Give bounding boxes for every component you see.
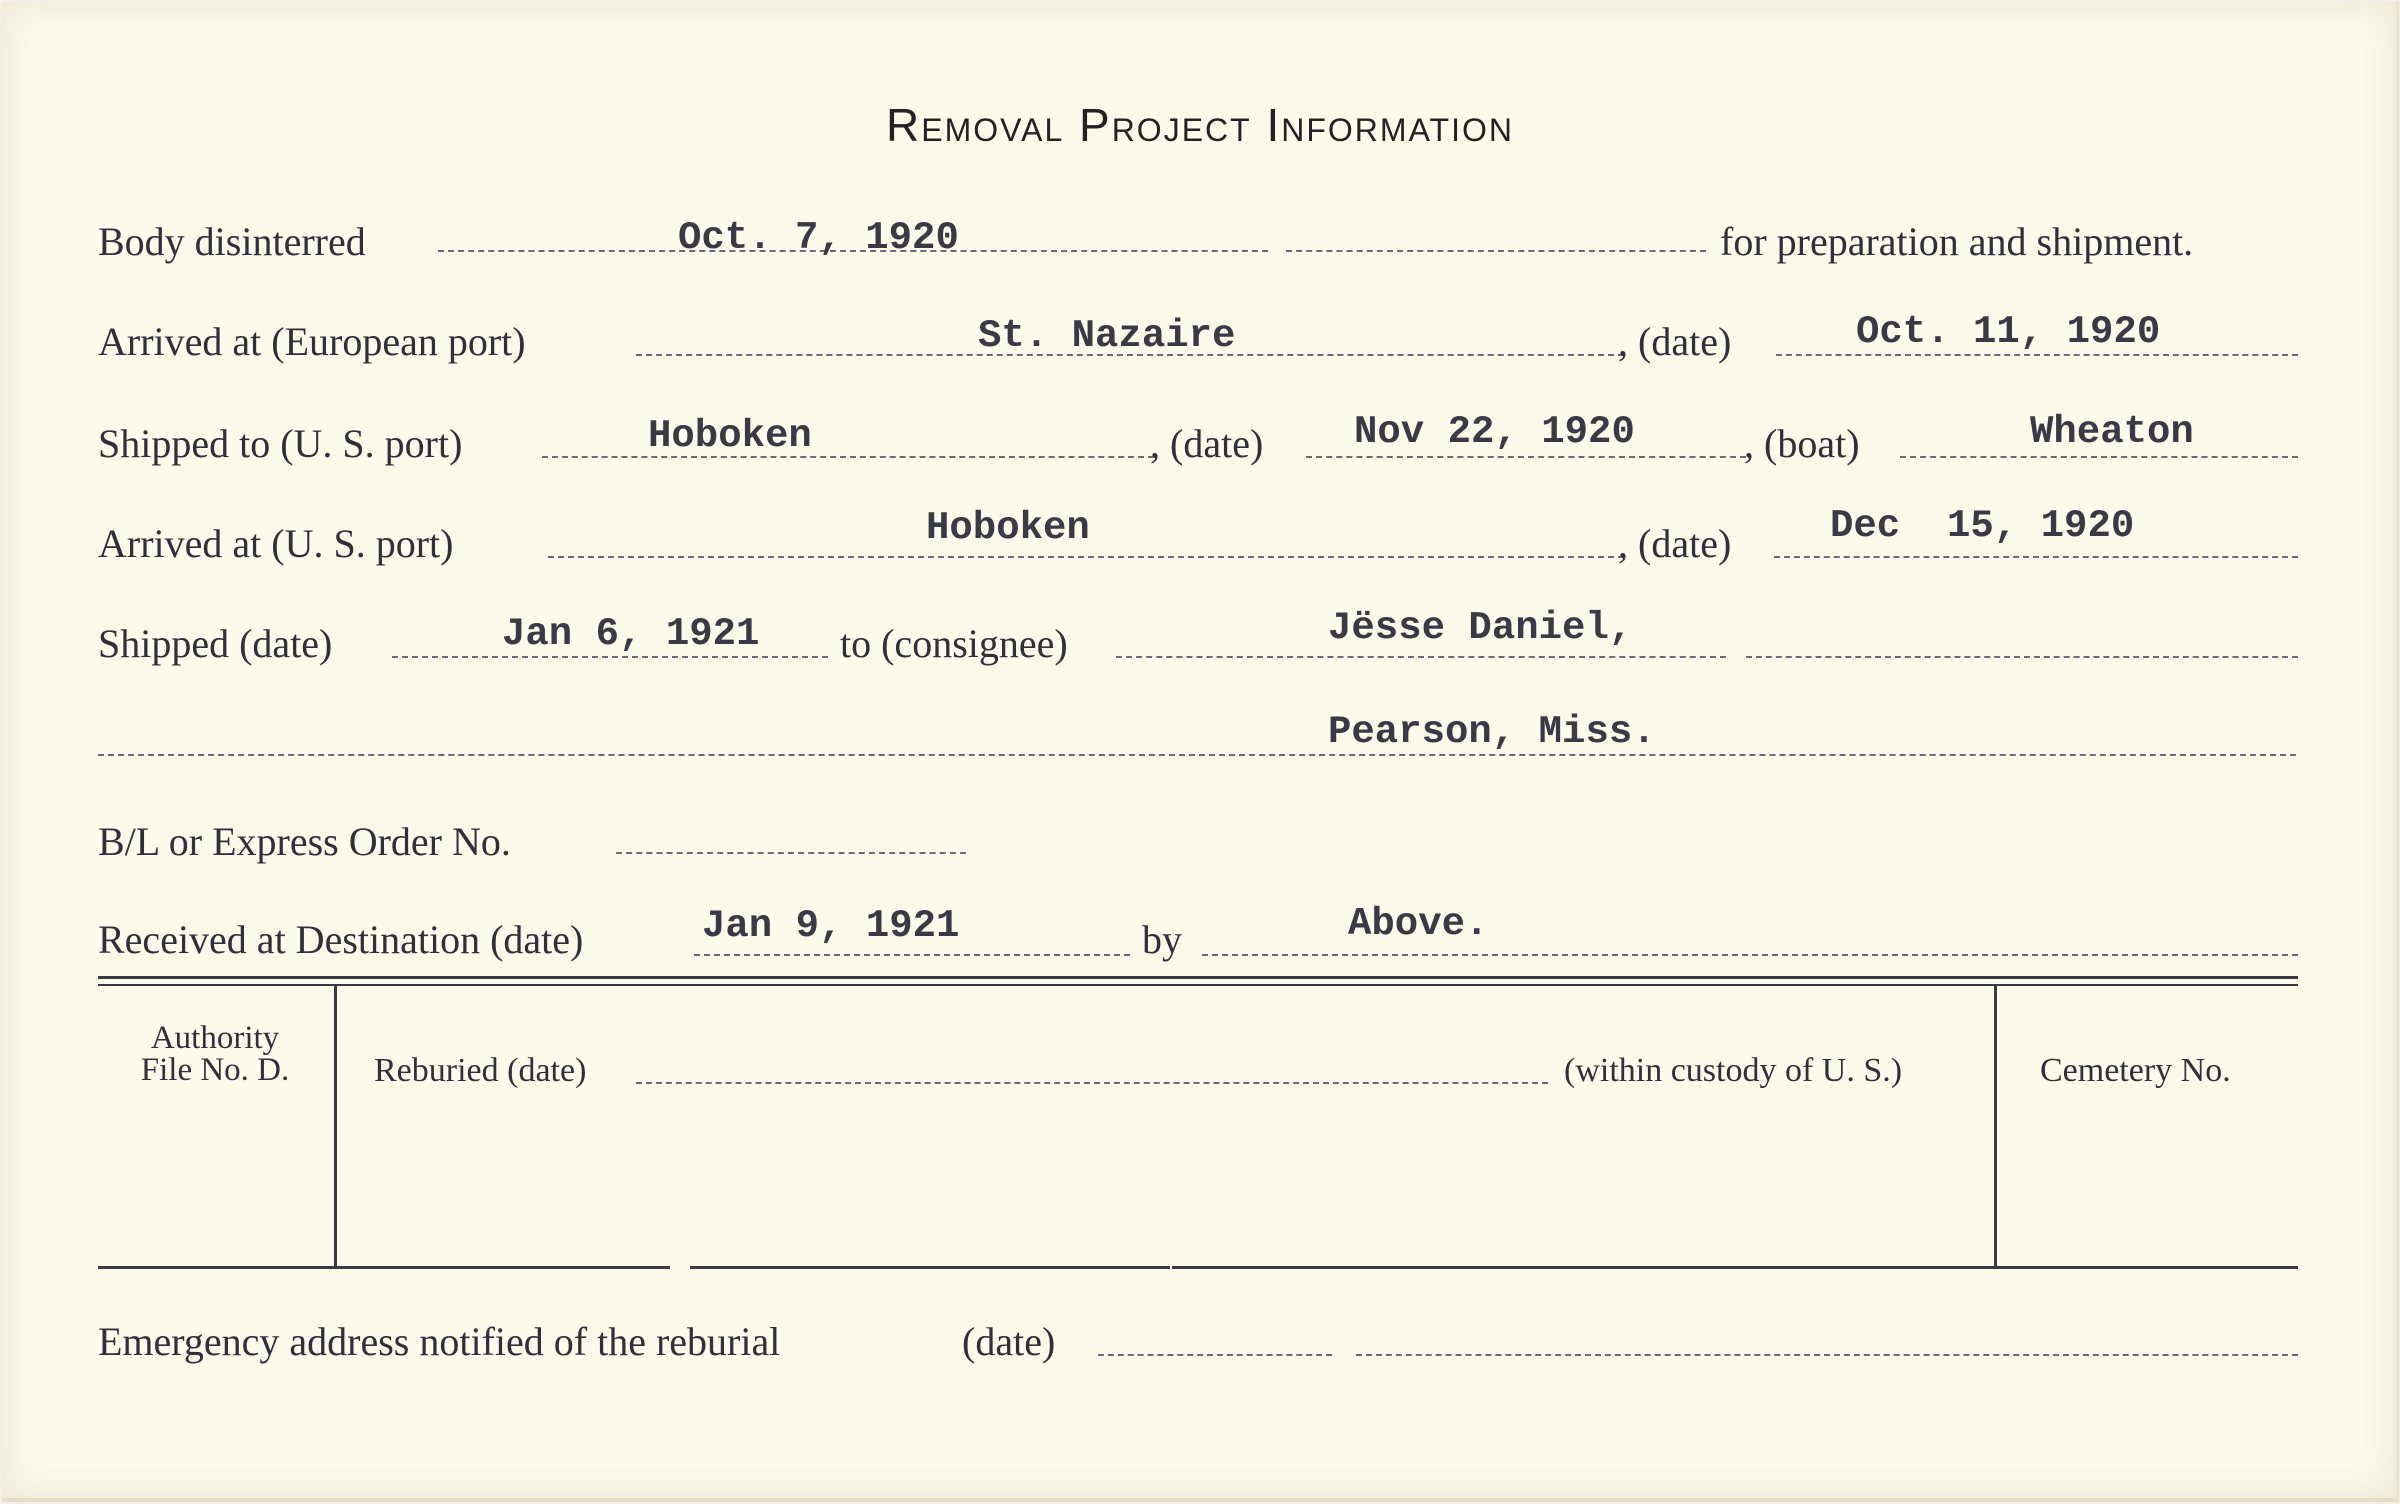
received-destination-label: Received at Destination (date) bbox=[98, 917, 584, 962]
consignee-line-2 bbox=[1746, 656, 2298, 658]
table-bottom-rule-2 bbox=[690, 1266, 1170, 1269]
consignee-address-line bbox=[98, 754, 2296, 756]
reburied-date-line bbox=[636, 1082, 1548, 1084]
body-disinterred-label: Body disinterred bbox=[98, 219, 366, 264]
emergency-date-line-2 bbox=[1356, 1354, 2298, 1356]
shipped-us-date-value: Nov 22, 1920 bbox=[1354, 410, 1635, 454]
authority-file-label bbox=[112, 1022, 318, 1086]
received-date-line bbox=[694, 954, 1130, 956]
arrived-european-port-label: Arrived at (European port) bbox=[98, 319, 526, 364]
table-bottom-rule-3 bbox=[1172, 1266, 2298, 1269]
authority-label-line-2: File No. D. bbox=[140, 1052, 290, 1088]
shipped-us-port-label: Shipped to (U. S. port) bbox=[98, 421, 463, 466]
body-disinterred-value: Oct. 7, 1920 bbox=[678, 216, 959, 260]
table-top-rule-2 bbox=[98, 984, 2298, 986]
body-disinterred-line-2 bbox=[1286, 250, 1706, 252]
bl-express-order-line bbox=[616, 852, 966, 854]
preparation-shipment-text: for preparation and shipment. bbox=[1720, 219, 2194, 264]
arrived-us-port-value: Hoboken bbox=[926, 506, 1090, 550]
table-bottom-rule-1 bbox=[98, 1266, 670, 1269]
received-by-line bbox=[1202, 954, 2298, 956]
shipped-us-port-line bbox=[542, 456, 1154, 458]
consignee-line bbox=[1116, 656, 1726, 658]
arrived-european-date-value: Oct. 11, 1920 bbox=[1856, 310, 2161, 354]
arrived-us-date-value: Dec 15, 1920 bbox=[1830, 504, 2135, 548]
received-date-value: Jan 9, 1921 bbox=[702, 904, 960, 948]
arrived-us-port-line bbox=[548, 556, 1624, 558]
bl-express-order-label: B/L or Express Order No. bbox=[98, 819, 511, 864]
cemetery-no-label: Cemetery No. bbox=[2040, 1052, 2231, 1089]
consignee-label: to (consignee) bbox=[840, 621, 1068, 666]
shipped-us-date-line bbox=[1306, 456, 1746, 458]
shipped-us-boat-value: Wheaton bbox=[2030, 410, 2194, 454]
shipped-date-value: Jan 6, 1921 bbox=[502, 612, 760, 656]
table-divider-right bbox=[1994, 986, 1997, 1266]
authority-label-line-1: Authority bbox=[150, 1020, 280, 1056]
emergency-date-label: (date) bbox=[962, 1319, 1056, 1364]
arrived-european-date-line bbox=[1776, 354, 2298, 356]
arrived-us-date-label: , (date) bbox=[1618, 521, 1732, 566]
received-by-value: Above. bbox=[1348, 902, 1489, 946]
shipped-date-label: Shipped (date) bbox=[98, 621, 333, 666]
consignee-name-value: Jësse Daniel, bbox=[1328, 606, 1633, 650]
card-title: Removal Project Information bbox=[886, 99, 1514, 151]
arrived-european-port-value: St. Nazaire bbox=[978, 314, 1236, 358]
table-top-rule bbox=[98, 976, 2298, 979]
arrived-us-date-line bbox=[1774, 556, 2298, 558]
shipped-us-boat-line bbox=[1900, 456, 2298, 458]
table-divider-left bbox=[334, 986, 337, 1266]
shipped-us-date-label: , (date) bbox=[1150, 421, 1264, 466]
arrived-european-date-label: , (date) bbox=[1618, 319, 1732, 364]
emergency-address-label: Emergency address notified of the reburial bbox=[98, 1319, 781, 1364]
shipped-us-port-value: Hoboken bbox=[648, 414, 812, 458]
emergency-date-line bbox=[1098, 1354, 1332, 1356]
shipped-date-line bbox=[392, 656, 828, 658]
arrived-us-port-label: Arrived at (U. S. port) bbox=[98, 521, 454, 566]
consignee-address-value: Pearson, Miss. bbox=[1328, 710, 1656, 754]
custody-label: (within custody of U. S.) bbox=[1564, 1052, 1903, 1089]
reburied-date-label: Reburied (date) bbox=[374, 1052, 587, 1089]
received-by-label: by bbox=[1142, 917, 1182, 962]
shipped-us-boat-label: , (boat) bbox=[1744, 421, 1860, 466]
